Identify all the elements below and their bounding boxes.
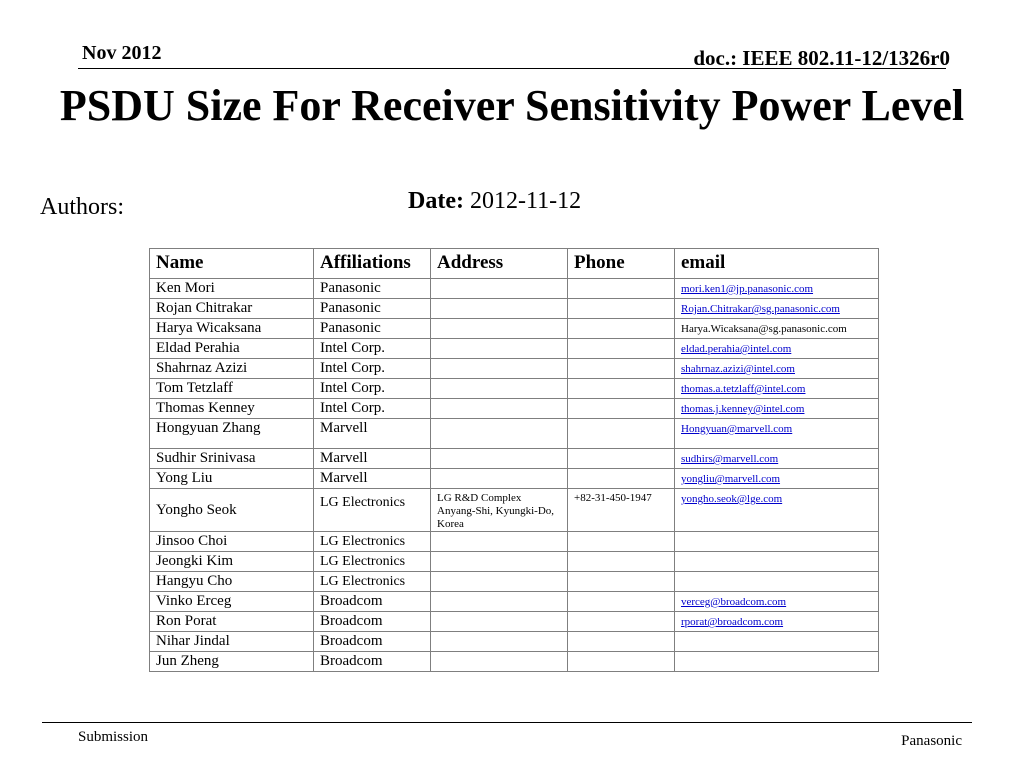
- col-header-name: Name: [150, 249, 314, 279]
- header-date: Nov 2012: [82, 42, 162, 64]
- cell-name: Sudhir Srinivasa: [150, 449, 314, 469]
- cell-email: [675, 632, 879, 652]
- cell-name: Ken Mori: [150, 279, 314, 299]
- cell-affiliation: Intel Corp.: [314, 359, 431, 379]
- table-row: [150, 339, 879, 359]
- cell-email: [675, 652, 879, 672]
- cell-phone: [568, 469, 675, 489]
- cell-email: [675, 552, 879, 572]
- table-row: [150, 489, 879, 532]
- footer-submission: Submission: [78, 729, 149, 745]
- email-link[interactable]: yongliu@marvell.com: [681, 473, 781, 485]
- cell-name: Hangyu Cho: [150, 572, 314, 592]
- cell-name: Yongho Seok: [150, 489, 314, 532]
- cell-name: Nihar Jindal: [150, 632, 314, 652]
- cell-phone: [568, 379, 675, 399]
- cell-address: [431, 399, 568, 419]
- cell-address: [431, 379, 568, 399]
- cell-email: [675, 612, 879, 632]
- cell-name: Thomas Kenney: [150, 399, 314, 419]
- cell-affiliation: Panasonic: [314, 299, 431, 319]
- cell-email: [675, 572, 879, 592]
- cell-address: [431, 469, 568, 489]
- cell-name: Shahrnaz Azizi: [150, 359, 314, 379]
- email-link[interactable]: rporat@broadcom.com: [681, 616, 784, 628]
- cell-phone: [568, 632, 675, 652]
- table-header-row: [150, 249, 879, 279]
- cell-phone: [568, 449, 675, 469]
- cell-name: Rojan Chitrakar: [150, 299, 314, 319]
- email-link[interactable]: shahrnaz.azizi@intel.com: [681, 363, 795, 375]
- cell-affiliation: LG Electronics: [314, 532, 431, 552]
- table-row: [150, 419, 879, 449]
- cell-affiliation: Marvell: [314, 469, 431, 489]
- cell-address: [431, 532, 568, 552]
- cell-name: Vinko Erceg: [150, 592, 314, 612]
- cell-name: Tom Tetzlaff: [150, 379, 314, 399]
- date-line: [408, 188, 581, 215]
- table-row: [150, 399, 879, 419]
- email-link[interactable]: sudhirs@marvell.com: [681, 453, 779, 465]
- table-row: [150, 572, 879, 592]
- cell-phone: [568, 552, 675, 572]
- table-row: [150, 319, 879, 339]
- cell-affiliation: Panasonic: [314, 319, 431, 339]
- cell-email: [675, 592, 879, 612]
- cell-phone: [568, 572, 675, 592]
- cell-email: [675, 359, 879, 379]
- cell-address: [431, 612, 568, 632]
- table-row: [150, 359, 879, 379]
- table-row: [150, 532, 879, 552]
- cell-phone: [568, 399, 675, 419]
- authors-label: Authors:: [40, 194, 124, 220]
- cell-address: [431, 632, 568, 652]
- cell-address: [431, 449, 568, 469]
- cell-name: Jun Zheng: [150, 652, 314, 672]
- cell-affiliation: Marvell: [314, 419, 431, 449]
- cell-email: [675, 279, 879, 299]
- cell-email: [675, 379, 879, 399]
- cell-address: [431, 652, 568, 672]
- cell-address: [431, 319, 568, 339]
- cell-email: [675, 339, 879, 359]
- table-row: [150, 379, 879, 399]
- cell-phone: [568, 652, 675, 672]
- cell-name: Hongyuan Zhang: [150, 419, 314, 449]
- cell-address: [431, 572, 568, 592]
- table-row: [150, 612, 879, 632]
- cell-address: [431, 419, 568, 449]
- cell-affiliation: Broadcom: [314, 592, 431, 612]
- footer-company: Panasonic: [901, 733, 962, 749]
- email-link[interactable]: verceg@broadcom.com: [681, 596, 787, 608]
- col-header-affiliations: Affiliations: [314, 249, 431, 279]
- col-header-phone: Phone: [568, 249, 675, 279]
- cell-address: [431, 592, 568, 612]
- cell-phone: [568, 299, 675, 319]
- table-body: [150, 279, 879, 672]
- slide-title: PSDU Size For Receiver Sensitivity Power Level: [59, 81, 965, 130]
- col-header-email: email: [675, 249, 879, 279]
- cell-email: [675, 419, 879, 449]
- cell-address: LG R&D Complex Anyang-Shi, Kyungki-Do, Korea: [431, 489, 568, 532]
- table-row: [150, 279, 879, 299]
- cell-email: [675, 399, 879, 419]
- cell-address: [431, 299, 568, 319]
- header-doc-id: doc.: IEEE 802.11-12/1326r0: [693, 46, 950, 70]
- cell-phone: [568, 612, 675, 632]
- cell-email: [675, 489, 879, 532]
- table-row: [150, 652, 879, 672]
- cell-name: Eldad Perahia: [150, 339, 314, 359]
- cell-phone: [568, 339, 675, 359]
- email-text: Harya.Wicaksana@sg.panasonic.com: [681, 323, 847, 335]
- email-link[interactable]: thomas.j.kenney@intel.com: [681, 403, 805, 415]
- table-row: [150, 469, 879, 489]
- cell-email: [675, 299, 879, 319]
- cell-phone: [568, 359, 675, 379]
- email-link[interactable]: eldad.perahia@intel.com: [681, 343, 792, 355]
- cell-affiliation: LG Electronics: [314, 489, 431, 532]
- cell-name: Yong Liu: [150, 469, 314, 489]
- cell-name: Harya Wicaksana: [150, 319, 314, 339]
- cell-phone: [568, 279, 675, 299]
- table-row: [150, 449, 879, 469]
- col-header-address: Address: [431, 249, 568, 279]
- cell-affiliation: Marvell: [314, 449, 431, 469]
- cell-address: [431, 552, 568, 572]
- authors-table: [149, 248, 879, 672]
- email-link[interactable]: yongho.seok@lge.com: [681, 493, 783, 505]
- table-row: [150, 299, 879, 319]
- cell-email: [675, 449, 879, 469]
- cell-name: Jinsoo Choi: [150, 532, 314, 552]
- footer-rule: [42, 722, 972, 723]
- cell-affiliation: Panasonic: [314, 279, 431, 299]
- cell-address: [431, 359, 568, 379]
- cell-email: [675, 319, 879, 339]
- cell-phone: +82-31-450-1947: [568, 489, 675, 532]
- email-link[interactable]: Hongyuan@marvell.com: [681, 423, 793, 435]
- email-link[interactable]: thomas.a.tetzlaff@intel.com: [681, 383, 806, 395]
- cell-phone: [568, 532, 675, 552]
- cell-address: [431, 279, 568, 299]
- cell-affiliation: Broadcom: [314, 612, 431, 632]
- cell-affiliation: Broadcom: [314, 632, 431, 652]
- header-rule: [78, 68, 946, 69]
- cell-affiliation: Intel Corp.: [314, 339, 431, 359]
- table-row: [150, 552, 879, 572]
- cell-affiliation: LG Electronics: [314, 572, 431, 592]
- cell-phone: [568, 419, 675, 449]
- cell-affiliation: Intel Corp.: [314, 379, 431, 399]
- table-row: [150, 592, 879, 612]
- cell-email: [675, 532, 879, 552]
- email-link[interactable]: mori.ken1@jp.panasonic.com: [681, 283, 814, 295]
- cell-affiliation: Intel Corp.: [314, 399, 431, 419]
- date-label: Date:: [408, 188, 464, 214]
- email-link[interactable]: Rojan.Chitrakar@sg.panasonic.com: [681, 303, 840, 315]
- cell-affiliation: LG Electronics: [314, 552, 431, 572]
- date-value: 2012-11-12: [469, 188, 582, 214]
- cell-name: Ron Porat: [150, 612, 314, 632]
- table-row: [150, 632, 879, 652]
- cell-affiliation: Broadcom: [314, 652, 431, 672]
- cell-email: [675, 469, 879, 489]
- cell-address: [431, 339, 568, 359]
- cell-phone: [568, 592, 675, 612]
- cell-phone: [568, 319, 675, 339]
- cell-name: Jeongki Kim: [150, 552, 314, 572]
